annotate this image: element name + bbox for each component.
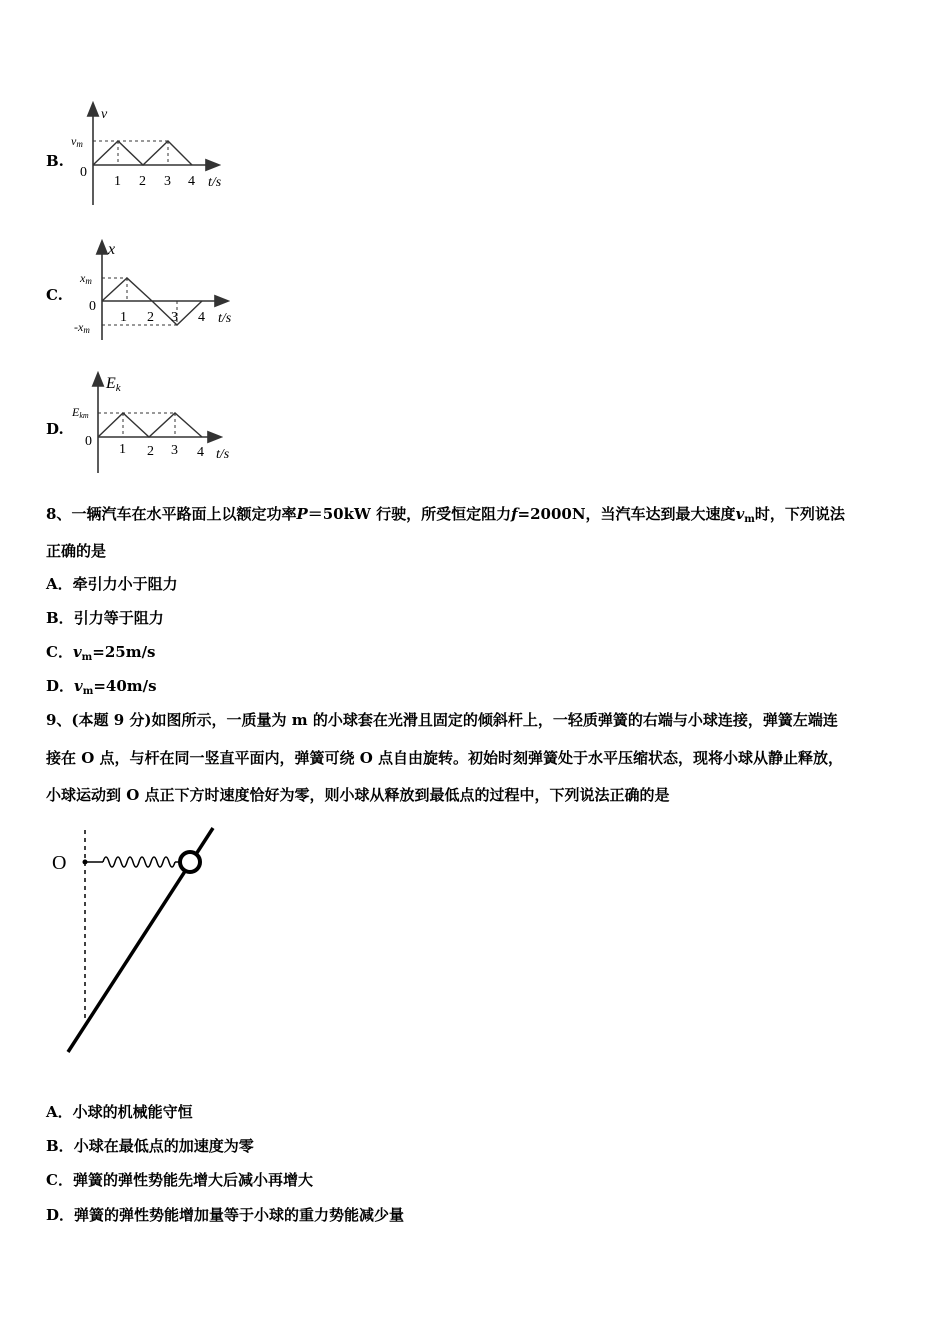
q9-option-a[interactable]: A．小球的机械能守恒 [46, 1103, 193, 1121]
q8-option-a[interactable]: A．牵引力小于阻力 [46, 575, 178, 593]
q9-option-d[interactable]: D．弹簧的弹性势能增加量等于小球的重力势能减少量 [46, 1206, 405, 1224]
xm-tick-label: xm [80, 271, 92, 286]
option-c-label: C. [46, 286, 63, 304]
spring-ball-rod-figure [48, 822, 228, 1062]
y-axis-label: Ek [106, 375, 121, 394]
x-axis-label: t/s [216, 447, 230, 462]
question-9-stem-line1: 9、(本题 9 分)如图所示，一质量为 m 的小球套在光滑且固定的倾斜杆上，一轻质弹簧的右端与小球连接，弹簧左端连 [46, 711, 838, 729]
point-o-label: O [52, 852, 67, 874]
q8-option-c[interactable]: C．$v_m=25m/s$ [46, 643, 156, 663]
y-axis-label: x [108, 241, 116, 258]
x-axis-label: t/s [218, 311, 232, 326]
x-tick-1: 1 [114, 174, 121, 189]
x-tick-3: 3 [164, 174, 171, 189]
x-tick-2: 2 [147, 310, 154, 325]
vm-tick-label: vm [71, 134, 83, 149]
origin-label: 0 [89, 299, 96, 314]
neg-xm-tick-label: -xm [74, 320, 90, 335]
velocity-time-graph [68, 98, 238, 208]
option-b-label: B. [46, 152, 64, 170]
x-tick-2: 2 [139, 174, 146, 189]
x-axis-label: t/s [208, 175, 222, 190]
y-axis-label: v [101, 107, 108, 122]
question-9-stem-line3: 小球运动到 O 点正下方时速度恰好为零，则小球从释放到最低点的过程中，下列说法正确的是 [46, 786, 670, 804]
x-tick-4: 4 [198, 310, 205, 325]
kinetic-energy-time-graph [70, 370, 242, 475]
q9-option-b[interactable]: B．小球在最低点的加速度为零 [46, 1137, 254, 1155]
question-9-stem-line2: 接在 O 点，与杆在同一竖直平面内，弹簧可绕 O 点自由旋转。初始时刻弹簧处于水平压缩状态，现将小球从静止释放， [46, 749, 844, 767]
displacement-time-graph [72, 238, 242, 343]
x-tick-1: 1 [119, 442, 126, 457]
x-tick-4: 4 [188, 174, 195, 189]
question-8-stem-cont: 正确的是 [46, 542, 107, 560]
x-tick-4: 4 [197, 445, 204, 460]
x-tick-2: 2 [147, 444, 154, 459]
x-tick-3: 3 [171, 443, 178, 458]
velocity-line [93, 141, 192, 165]
q8-option-d[interactable]: D．$v_m=40m/s$ [46, 677, 157, 697]
q8-option-b[interactable]: B．引力等于阻力 [46, 609, 164, 627]
q9-option-c[interactable]: C．弹簧的弹性势能先增大后减小再增大 [46, 1171, 313, 1189]
kinetic-energy-line [98, 413, 202, 437]
ekm-tick-label: Ekm [72, 405, 89, 420]
option-d-label: D. [46, 420, 64, 438]
x-tick-1: 1 [120, 310, 127, 325]
spring-coil [103, 857, 175, 867]
question-8-stem: 8、一辆汽车在水平路面上以额定功率P＝50kW 行驶，所受恒定阻力f=2000N，当汽车达到最大速度$v_m$时，下列说法 [46, 505, 845, 525]
origin-label: 0 [85, 434, 92, 449]
ball [180, 852, 200, 872]
x-tick-3: 3 [171, 310, 178, 325]
origin-label: 0 [80, 165, 87, 180]
